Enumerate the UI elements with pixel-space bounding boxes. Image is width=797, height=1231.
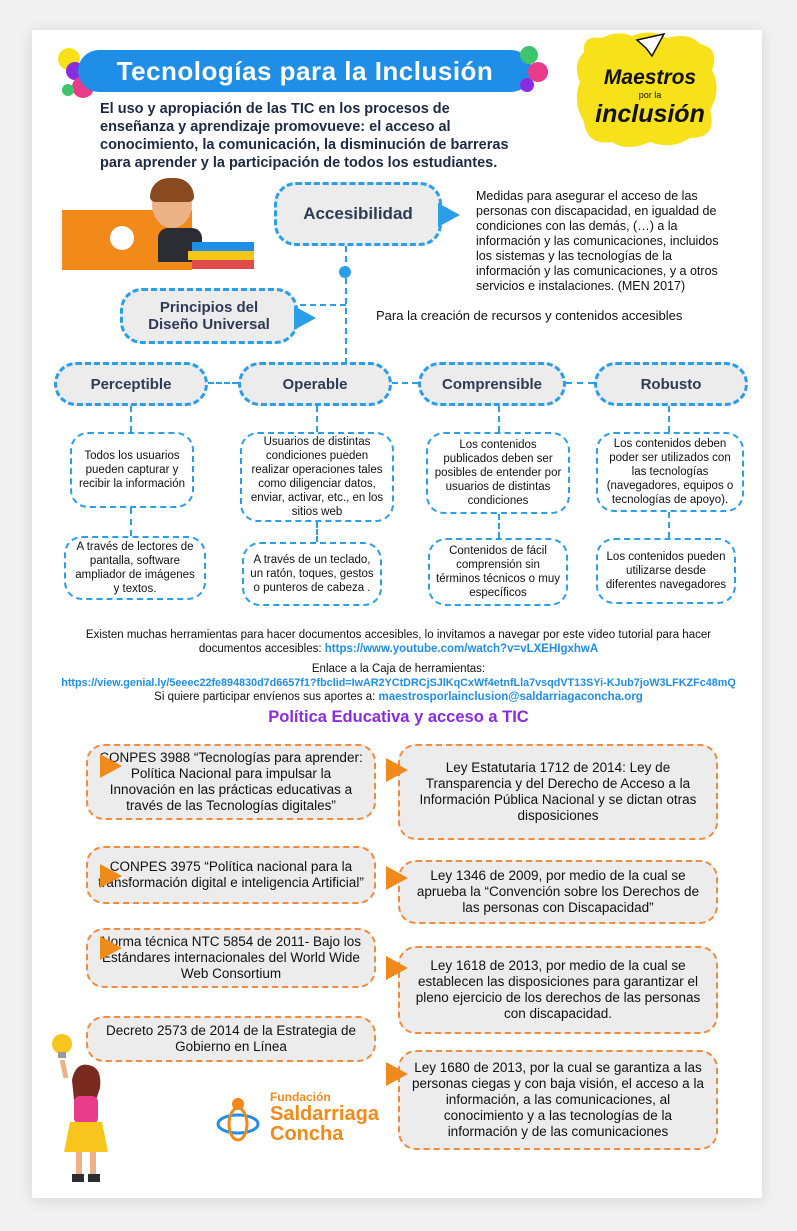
girl-lightbulb-illustration bbox=[40, 1030, 120, 1190]
fundacion-name-line1: Saldarriaga bbox=[270, 1103, 379, 1125]
arrow-right-icon bbox=[294, 306, 316, 330]
logo-line3: inclusión bbox=[595, 100, 705, 128]
policy-item-right: Ley 1680 de 2013, por la cual se garantiza a las personas ciegas y con baja visión, el acceso a la información, a las comunicaciones, al conocimiento y a las tecnologías de la información y de las comunicaciones bbox=[398, 1050, 718, 1150]
connector-line bbox=[316, 406, 318, 432]
principle-name: Comprensible bbox=[441, 375, 543, 393]
fundacion-name-line2: Concha bbox=[270, 1123, 344, 1145]
principle-robusto bbox=[594, 362, 748, 406]
girl-icon bbox=[40, 1030, 120, 1190]
principle-operable bbox=[238, 362, 392, 406]
connector-line bbox=[208, 382, 238, 384]
decor-dot-green bbox=[62, 84, 74, 96]
connector-line bbox=[668, 406, 670, 432]
logo-line1: Maestros bbox=[603, 66, 697, 89]
principle-name: Operable bbox=[282, 375, 348, 393]
accesibilidad-label: Accesibilidad bbox=[303, 204, 413, 223]
email-link[interactable]: maestrosporlainclusion@saldarriagaconcha.org bbox=[378, 691, 643, 703]
principle-description: Los contenidos deben poder ser utilizados con las tecnologías (navegadores, equipos o tecnologías de apoyo). bbox=[596, 432, 744, 512]
arrow-right-icon bbox=[386, 1062, 408, 1086]
person-hair-illustration bbox=[150, 178, 194, 202]
maestros-logo bbox=[572, 30, 722, 150]
arrow-right-icon bbox=[438, 203, 460, 227]
principle-description: Usuarios de distintas condiciones pueden realizar operaciones tales como diligenciar datos, enviar, activar, etc., en los sitios web bbox=[240, 432, 394, 522]
toolbox-link[interactable]: https://view.genial.ly/5eeec22fe894830d7d6657f1?fbclid=IwAR2YCtDRCjSJlKqCxWf4etnfLla7vsqdVT13SYi-KJub7joW3LFKZFc48mQ bbox=[61, 677, 736, 689]
resources-line2 bbox=[40, 642, 757, 656]
policy-item-right: Ley Estatutaria 1712 de 2014: Ley de Transparencia y del Derecho de Acceso a la Información Pública Nacional y se dictan otras disposiciones bbox=[398, 744, 718, 840]
arrow-right-icon bbox=[386, 866, 408, 890]
policy-section-title: Política Educativa y acceso a TIC bbox=[268, 708, 529, 726]
book-icon bbox=[192, 242, 254, 251]
laptop-logo-icon bbox=[110, 226, 134, 250]
decor-dot-purple-right bbox=[520, 78, 534, 92]
resources-line1: Existen muchas herramientas para hacer documentos accesibles, lo invitamos a navegar por este video tutorial para hacer bbox=[85, 629, 712, 641]
principle-example: Contenidos de fácil comprensión sin términos técnicos o muy específicos bbox=[428, 538, 568, 606]
principle-description: Todos los usuarios pueden capturar y recibir la información bbox=[70, 432, 194, 508]
principios-note: Para la creación de recursos y contenidos accesibles bbox=[376, 308, 683, 323]
policy-item-left: Norma técnica NTC 5854 de 2011- Bajo los Estándares internacionales del World Wide Web Consortium bbox=[86, 928, 376, 988]
logo-line2: por la bbox=[638, 90, 662, 100]
arrow-right-icon bbox=[386, 758, 408, 782]
connector-dot bbox=[339, 266, 351, 278]
connector-line bbox=[566, 382, 594, 384]
policy-item-right: Ley 1346 de 2009, por medio de la cual se aprueba la “Convención sobre los Derechos de las personas con Discapacidad” bbox=[398, 860, 718, 924]
principios-label-line1: Principios del bbox=[159, 299, 259, 316]
arrow-right-icon bbox=[100, 936, 122, 960]
intro-text: El uso y apropiación de las TIC en los procesos de enseñanza y aprendizaje promovueve: el acceso al conocimiento, la comunicación, la disminución de barreras para aprender y la participación de todos los estudiantes. bbox=[100, 101, 509, 171]
fundacion-logo-icon bbox=[214, 1094, 262, 1142]
policy-item-left: CONPES 3988 “Tecnologías para aprender: Política Nacional para impulsar la Innovación en las prácticas educativas a través de las Tecnologías digitales” bbox=[86, 744, 376, 820]
page-title: Tecnologías para la Inclusión bbox=[116, 55, 494, 86]
connector-line bbox=[130, 508, 132, 536]
policy-item-left: Decreto 2573 de 2014 de la Estrategia de Gobierno en Línea bbox=[86, 1016, 376, 1062]
arrow-right-icon bbox=[386, 956, 408, 980]
principle-perceptible bbox=[54, 362, 208, 406]
connector-line bbox=[130, 406, 132, 432]
principle-example: Los contenidos pueden utilizarse desde diferentes navegadores bbox=[596, 538, 736, 604]
participate-text: Si quiere participar envíenos sus aportes a: bbox=[154, 691, 379, 703]
connector-line bbox=[498, 406, 500, 432]
participate-line bbox=[40, 690, 757, 704]
principios-box bbox=[120, 288, 298, 344]
principle-example: A través de un teclado, un ratón, toques, gestos o punteros de cabeza . bbox=[242, 542, 382, 606]
policy-item-right: Ley 1618 de 2013, por medio de la cual se establecen las disposiciones para garantizar el pleno ejercicio de los derechos de las personas con discapacidad. bbox=[398, 946, 718, 1034]
connector-line bbox=[345, 278, 347, 364]
principle-name: Robusto bbox=[640, 375, 702, 393]
principle-example: A través de lectores de pantalla, software ampliador de imágenes y textos. bbox=[64, 536, 206, 600]
connector-line bbox=[392, 382, 418, 384]
arrow-right-icon bbox=[100, 754, 122, 778]
accesibilidad-definition: Medidas para asegurar el acceso de las personas con discapacidad, en igualdad de condiciones con las demás, (…) a la información y las comunicaciones, incluidos los sistemas y las tecnologías de la información y las comunicaciones, y a otros servicios e instalaciones. (MEN 2017) bbox=[476, 189, 719, 293]
fundacion-label: Fundación bbox=[270, 1090, 331, 1104]
toolbox-label: Enlace a la Caja de herramientas: bbox=[311, 663, 486, 675]
principios-label-line2: Diseño Universal bbox=[148, 316, 270, 333]
policy-item-left: CONPES 3975 “Política nacional para la transformación digital e inteligencia Artificial” bbox=[86, 846, 376, 904]
fundacion-name bbox=[270, 1104, 379, 1144]
book-icon bbox=[192, 260, 254, 269]
connector-line bbox=[498, 514, 500, 538]
book-icon bbox=[188, 251, 254, 260]
resources-block bbox=[40, 628, 757, 704]
principle-name: Perceptible bbox=[90, 375, 172, 393]
accesibilidad-box bbox=[274, 182, 442, 246]
principle-comprensible bbox=[418, 362, 566, 406]
connector-line bbox=[316, 522, 318, 542]
arrow-right-icon bbox=[100, 864, 122, 888]
connector-line bbox=[668, 512, 670, 538]
title-banner bbox=[78, 50, 532, 92]
video-tutorial-link[interactable]: https://www.youtube.com/watch?v=vLXEHIgxhwA bbox=[324, 643, 599, 655]
principle-description: Los contenidos publicados deben ser posibles de entender por usuarios de distintas condiciones bbox=[426, 432, 570, 514]
resources-line2-text: documentos accesibles: bbox=[198, 643, 325, 655]
